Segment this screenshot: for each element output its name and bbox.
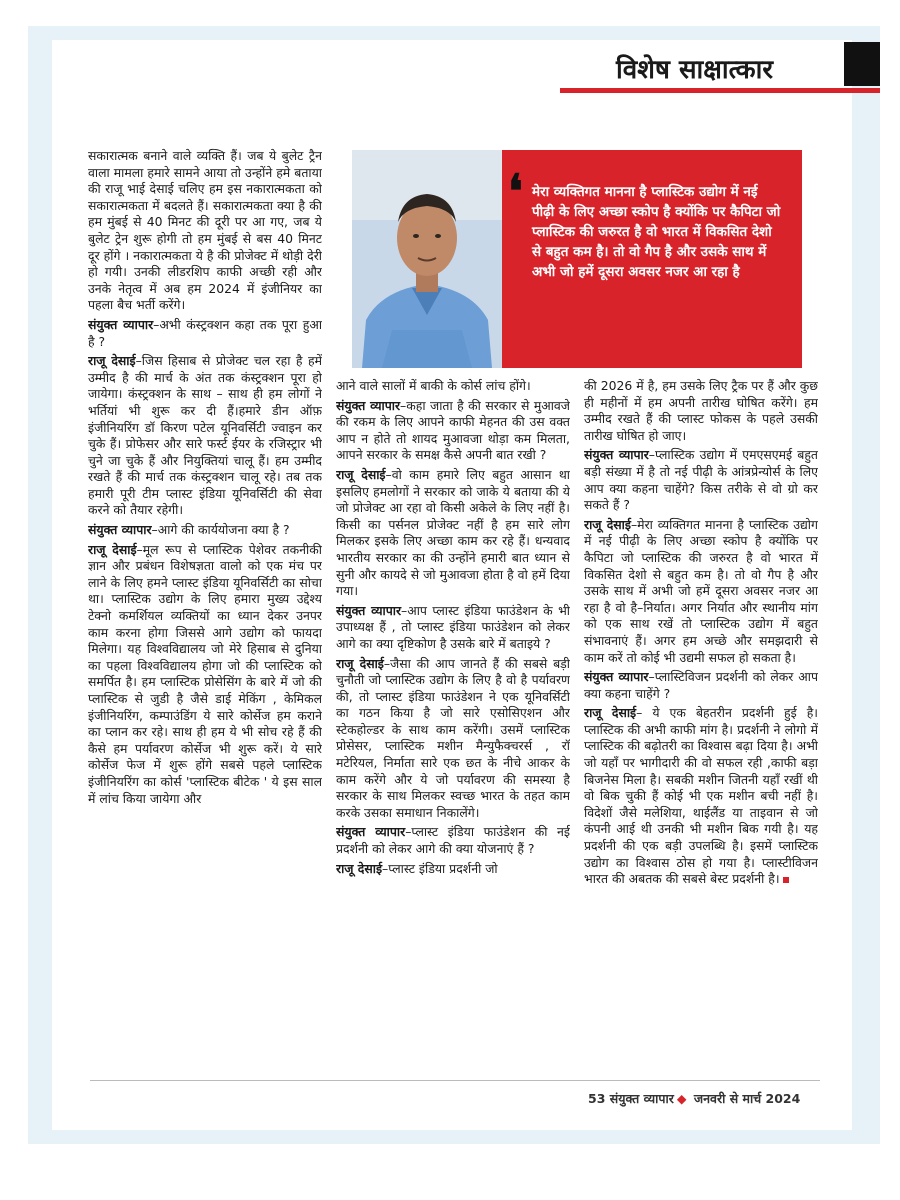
speaker-label: राजू देसाई	[336, 655, 384, 671]
question-text: –प्लास्टिक उद्योग में एमएसएमई बहुत बड़ी संख्या में है तो नई पीढ़ी के आंत्रप्रेन्योर्स के लिए आप क्या कहना चाहेंगे? किस तरीके से वो ग्रो कर सकते हैं ?	[584, 447, 818, 513]
speaker-label: संयुक्त व्यापार	[88, 522, 152, 538]
header-red-rule	[560, 88, 880, 93]
magazine-name: संयुक्त व्यापार	[609, 1091, 674, 1106]
speaker-label: संयुक्त व्यापार	[336, 397, 401, 413]
speaker-label: संयुक्त व्यापार	[336, 824, 406, 840]
quote-mark-icon: ❛	[508, 164, 523, 218]
column-1	[88, 148, 322, 1060]
speaker-label: संयुक्त व्यापार	[88, 316, 154, 332]
question-text: –अभी कंस्ट्रक्शन कहा तक पूरा हुआ है ?	[88, 316, 322, 349]
answer	[336, 656, 570, 822]
question	[336, 603, 570, 653]
question	[584, 669, 818, 702]
footer-rule	[90, 1080, 820, 1081]
speaker-label: राजू देसाई	[584, 705, 637, 721]
answer-text: –मेरा व्यक्तिगत मानना है प्लास्टिक उद्योग में नई पीढ़ी के लिए अच्छा स्कोप है क्योंकि पर कैपिटा जो प्लास्टिक की जरुरत है वो भारत में विकसित देशो से बहुत कम है। तो वो गैप है और उसके साथ में अभी जो हमें दूसरा अवसर नजर आ रहा है वो है–निर्यात। अगर निर्यात और स्थानीय मांग को एक साथ रखें तो प्लास्टिक उद्योग में बहुत संभावनाएं हैं। अगर हम अच्छे और समझदारी से काम करें तो कोई भी उद्यमी सफल हो सकता है।	[584, 516, 818, 665]
question	[336, 398, 570, 464]
column-3	[584, 378, 818, 1060]
question-text: –आगे की कार्ययोजना क्या है ?	[151, 522, 290, 538]
speaker-label: संयुक्त व्यापार	[584, 669, 649, 685]
portrait-illustration	[352, 150, 502, 368]
speaker-label: राजू देसाई	[88, 541, 137, 557]
speaker-label: संयुक्त व्यापार	[336, 602, 402, 618]
answer	[336, 467, 570, 600]
question-text: –प्लास्टिविजन प्रदर्शनी को लेकर आप क्या कहना चाहेंगे ?	[584, 669, 818, 701]
interviewee-photo	[352, 150, 502, 368]
question-text: –आप प्लास्ट इंडिया फाउंडेशन के भी उपाध्यक्ष हैं , तो प्लास्ट इंडिया फाउंडेशन को लेकर आगे का क्या दृष्टिकोण है उसके बारे में बताइये ?	[336, 602, 570, 651]
answer-text: –जैसा की आप जानते हैं की सबसे बड़ी चुनौती जो प्लास्टिक उद्योग के लिए है वो है पर्यावरण की, तो प्लास्ट इंडिया फाउंडेशन ने एक यूनिवर्सिटी का गठन किया है जो सारे एसोसिएशन और स्टेकहोल्डर के साथ काम करेंगी। उसमें प्लास्टिक प्रोसेसर, प्लास्टिक मशीन मैन्युफैक्चरर्स , रॉ मटेरियल, निर्माता सारे एक छत के नीचे आकर के काम करेंगे और ये जो पर्यावरण की समस्या है सरकार के साथ मिलकर स्वच्छ भारत के तहत काम करके उसका समाधान निकालेंगे।	[336, 655, 570, 820]
paragraph: सकारात्मक बनाने वाले व्यक्ति हैं। जब ये बुलेट ट्रैन वाला मामला हमारे सामने आया तो उन्होंने हमे बताया की राजू भाई देसाई चलिए हम इस नकारात्मकता को सकारात्मकता में बदलते हैं। सकारात्मकता क्या है की हम मुंबई से 40 मिनट की दूरी पर आ गए, जब ये बुलेट ट्रेन शुरू होगी तो हम मुंबई से बस 40 मिनट दूर होंगे । नकारात्मकता ये है की प्रोजेक्ट में थोड़ी देरी हो गयी। उनकी लीडरशिप काफी अच्छी रही और उनके नेतृत्व में अब हम 2024 में इंजीनियर का पहला बैच भर्ती करेंगे।	[88, 148, 322, 313]
answer-text: –जिस हिसाब से प्रोजेक्ट चल रहा है हमें उम्मीद है की मार्च के अंत तक कंस्ट्रक्शन पूरा हो जायेगा। कंस्ट्रक्शन के साथ – साथ ही हम लोगों ने भर्तियां भी शुरू कर दी हैं।हमारे डीन ऑफ़ इंजीनियरिंग डॉ किरण पटेल यूनिवर्सिटी ज्वाइन कर चुके हैं। प्रोफेसर और सारे फर्स्ट ईयर के रजिस्ट्रार भी चुने जा चुके हैं और नियुक्तियां चालू हैं। हम उम्मीद रखते हैं की मार्च तक कंस्ट्रक्शन चालू रहे। तब तक हमारी पूरी टीम प्लास्ट इंडिया यूनिवर्सिटी की सेवा करने को तैयार रहेगी।	[88, 353, 322, 518]
question	[88, 522, 322, 539]
diamond-icon: ◆	[676, 1091, 687, 1106]
page-number: 53	[588, 1091, 606, 1106]
question-text: –प्लास्ट इंडिया फाउंडेशन की नई प्रदर्शनी को लेकर आगे की क्या योजनाएं हैं ?	[336, 824, 570, 857]
speaker-label: संयुक्त व्यापार	[584, 447, 649, 463]
column-2	[336, 378, 570, 1060]
pull-quote-text: मेरा व्यक्तिगत मानना है प्लास्टिक उद्योग में नई पीढ़ी के लिए अच्छा स्कोप है क्योंकि पर कैपिटा जो प्लास्टिक की जरुरत है वो भारत में विकसित देशो से बहुत कम है। तो वो गैप है और उसके साथ में अभी जो हमें दूसरा अवसर नजर आ रहा है	[532, 184, 781, 280]
issue-date: जनवरी से मार्च 2024	[693, 1091, 801, 1106]
answer-text: –वो काम हमारे लिए बहुत आसान था इसलिए हमलोगों ने सरकार को जाके ये बताया की ये जो प्रोजेक्ट आ रहा वो किसी अकेले के लिए नहीं है। किसी का पर्सनल प्रोजेक्ट नहीं है हम सारे लोग मिलकर इसके लिए अच्छा काम कर रहे हैं। धन्यवाद भारतीय सरकार का की उन्होंने हमारी बात ध्यान से सुनी और कायदे से जो मुआवजा होता है वो हमें दिया गया।	[336, 466, 570, 599]
section-header	[560, 42, 880, 102]
speaker-label: राजू देसाई	[336, 466, 386, 482]
question	[584, 447, 818, 513]
paragraph: की 2026 में है, हम उसके लिए ट्रैक पर हैं और कुछ ही महीनों में हम अपनी तारीख घोषित करेंगे। हम उम्मीद रखते हैं की प्लास्ट फोकस के पहले उसकी तारीख घोषित हो जाए।	[584, 378, 818, 443]
pull-quote-banner	[352, 150, 802, 368]
answer-text: – ये एक बेहतरीन प्रदर्शनी हुई है। प्लास्टिक की अभी काफी मांग है। प्रदर्शनी ने लोगो में प्लास्टिक की बढ़ोतरी का विश्वास बढ़ा दिया है। अभी जो यहाँ पर भागीदारी की वो सफल रही ,काफी बड़ा बिजनेस मिला है। सबकी मशीन जितनी यहाँ रखीं थी वो बिक चुकी हैं कोई भी एक मशीन बची नहीं है।विदेशों जैसे मलेशिया, थाईलैंड या ताइवान से जो कंपनी आई थी उनकी भी मशीन बिक गयी है। यह प्रदर्शनी की एक बड़ी उपलब्धि है। इसमें प्लास्टिक उद्योग का विश्वास ठोस हो गया है। प्लास्टीविजन भारत की अबतक की सबसे बेस्ट प्रदर्शनी है।	[584, 705, 818, 887]
answer-text: –प्लास्ट इंडिया प्रदर्शनी जो	[382, 860, 498, 876]
question-text: –कहा जाता है की सरकार से मुआवजे की रकम के लिए आपने काफी मेहनत की उस वक्त आप न होते तो शायद मुआवजा थोड़ा कम मिलता, आपने सरकार के समक्ष कैसे अपनी बात रखी ?	[336, 397, 570, 463]
header-black-block	[844, 42, 880, 86]
answer	[584, 705, 818, 888]
speaker-label: राजू देसाई	[336, 860, 383, 876]
question	[336, 824, 570, 857]
section-title: विशेष साक्षात्कार	[616, 55, 773, 85]
answer	[336, 861, 570, 878]
answer	[88, 542, 322, 808]
end-mark-icon	[783, 877, 789, 883]
question	[88, 317, 322, 350]
paragraph: आने वाले सालों में बाकी के कोर्स लांच होंगे।	[336, 378, 531, 393]
speaker-label: राजू देसाई	[88, 353, 136, 369]
answer	[584, 517, 818, 666]
speaker-label: राजू देसाई	[584, 516, 631, 532]
answer	[88, 353, 322, 519]
answer-text: –मूल रूप से प्लास्टिक पेशेवर तकनीकी ज्ञान और प्रबंधन विशेषज्ञता वालो को एक मंच पर लाने के लिए हमने प्लास्ट इंडिया यूनिवर्सिटी का सोचा था। प्लास्टिक उद्योग के लिए हमारा मुख्य उद्देश्य टेक्नो कमर्शियल व्यक्तियों का ध्यान देकर उनपर काम करना होगा जिससे आगे उद्योग को फायदा मिलेगा। यह विश्वविद्यालय जो मेरे हिसाब से दुनिया का पहला विश्वविद्यालय होगा जो की प्लास्टिक को समर्पित है। हम प्लास्टिक प्रोसेसिंग के बारे में जो की प्लास्टिक से जुडी है जैसे डाई मेकिंग , केमिकल इंजीनियरिंग, कम्पाउंडिंग ये सारे कोर्सेज हम कराने का प्लान कर रहे। साथ ही हम ये भी सोच रहे हैं की कैसे हम पर्यावरण कोर्सेज भी शुरू करें। ये सारे कोर्सेज फेज में शुरू होंगे सबसे पहले प्लास्टिक इंजीनियरिंग का कोर्स 'प्लास्टिक बीटेक ' ये इस साल में लांच किया जायेगा और	[88, 541, 322, 806]
page-footer	[588, 1090, 800, 1107]
